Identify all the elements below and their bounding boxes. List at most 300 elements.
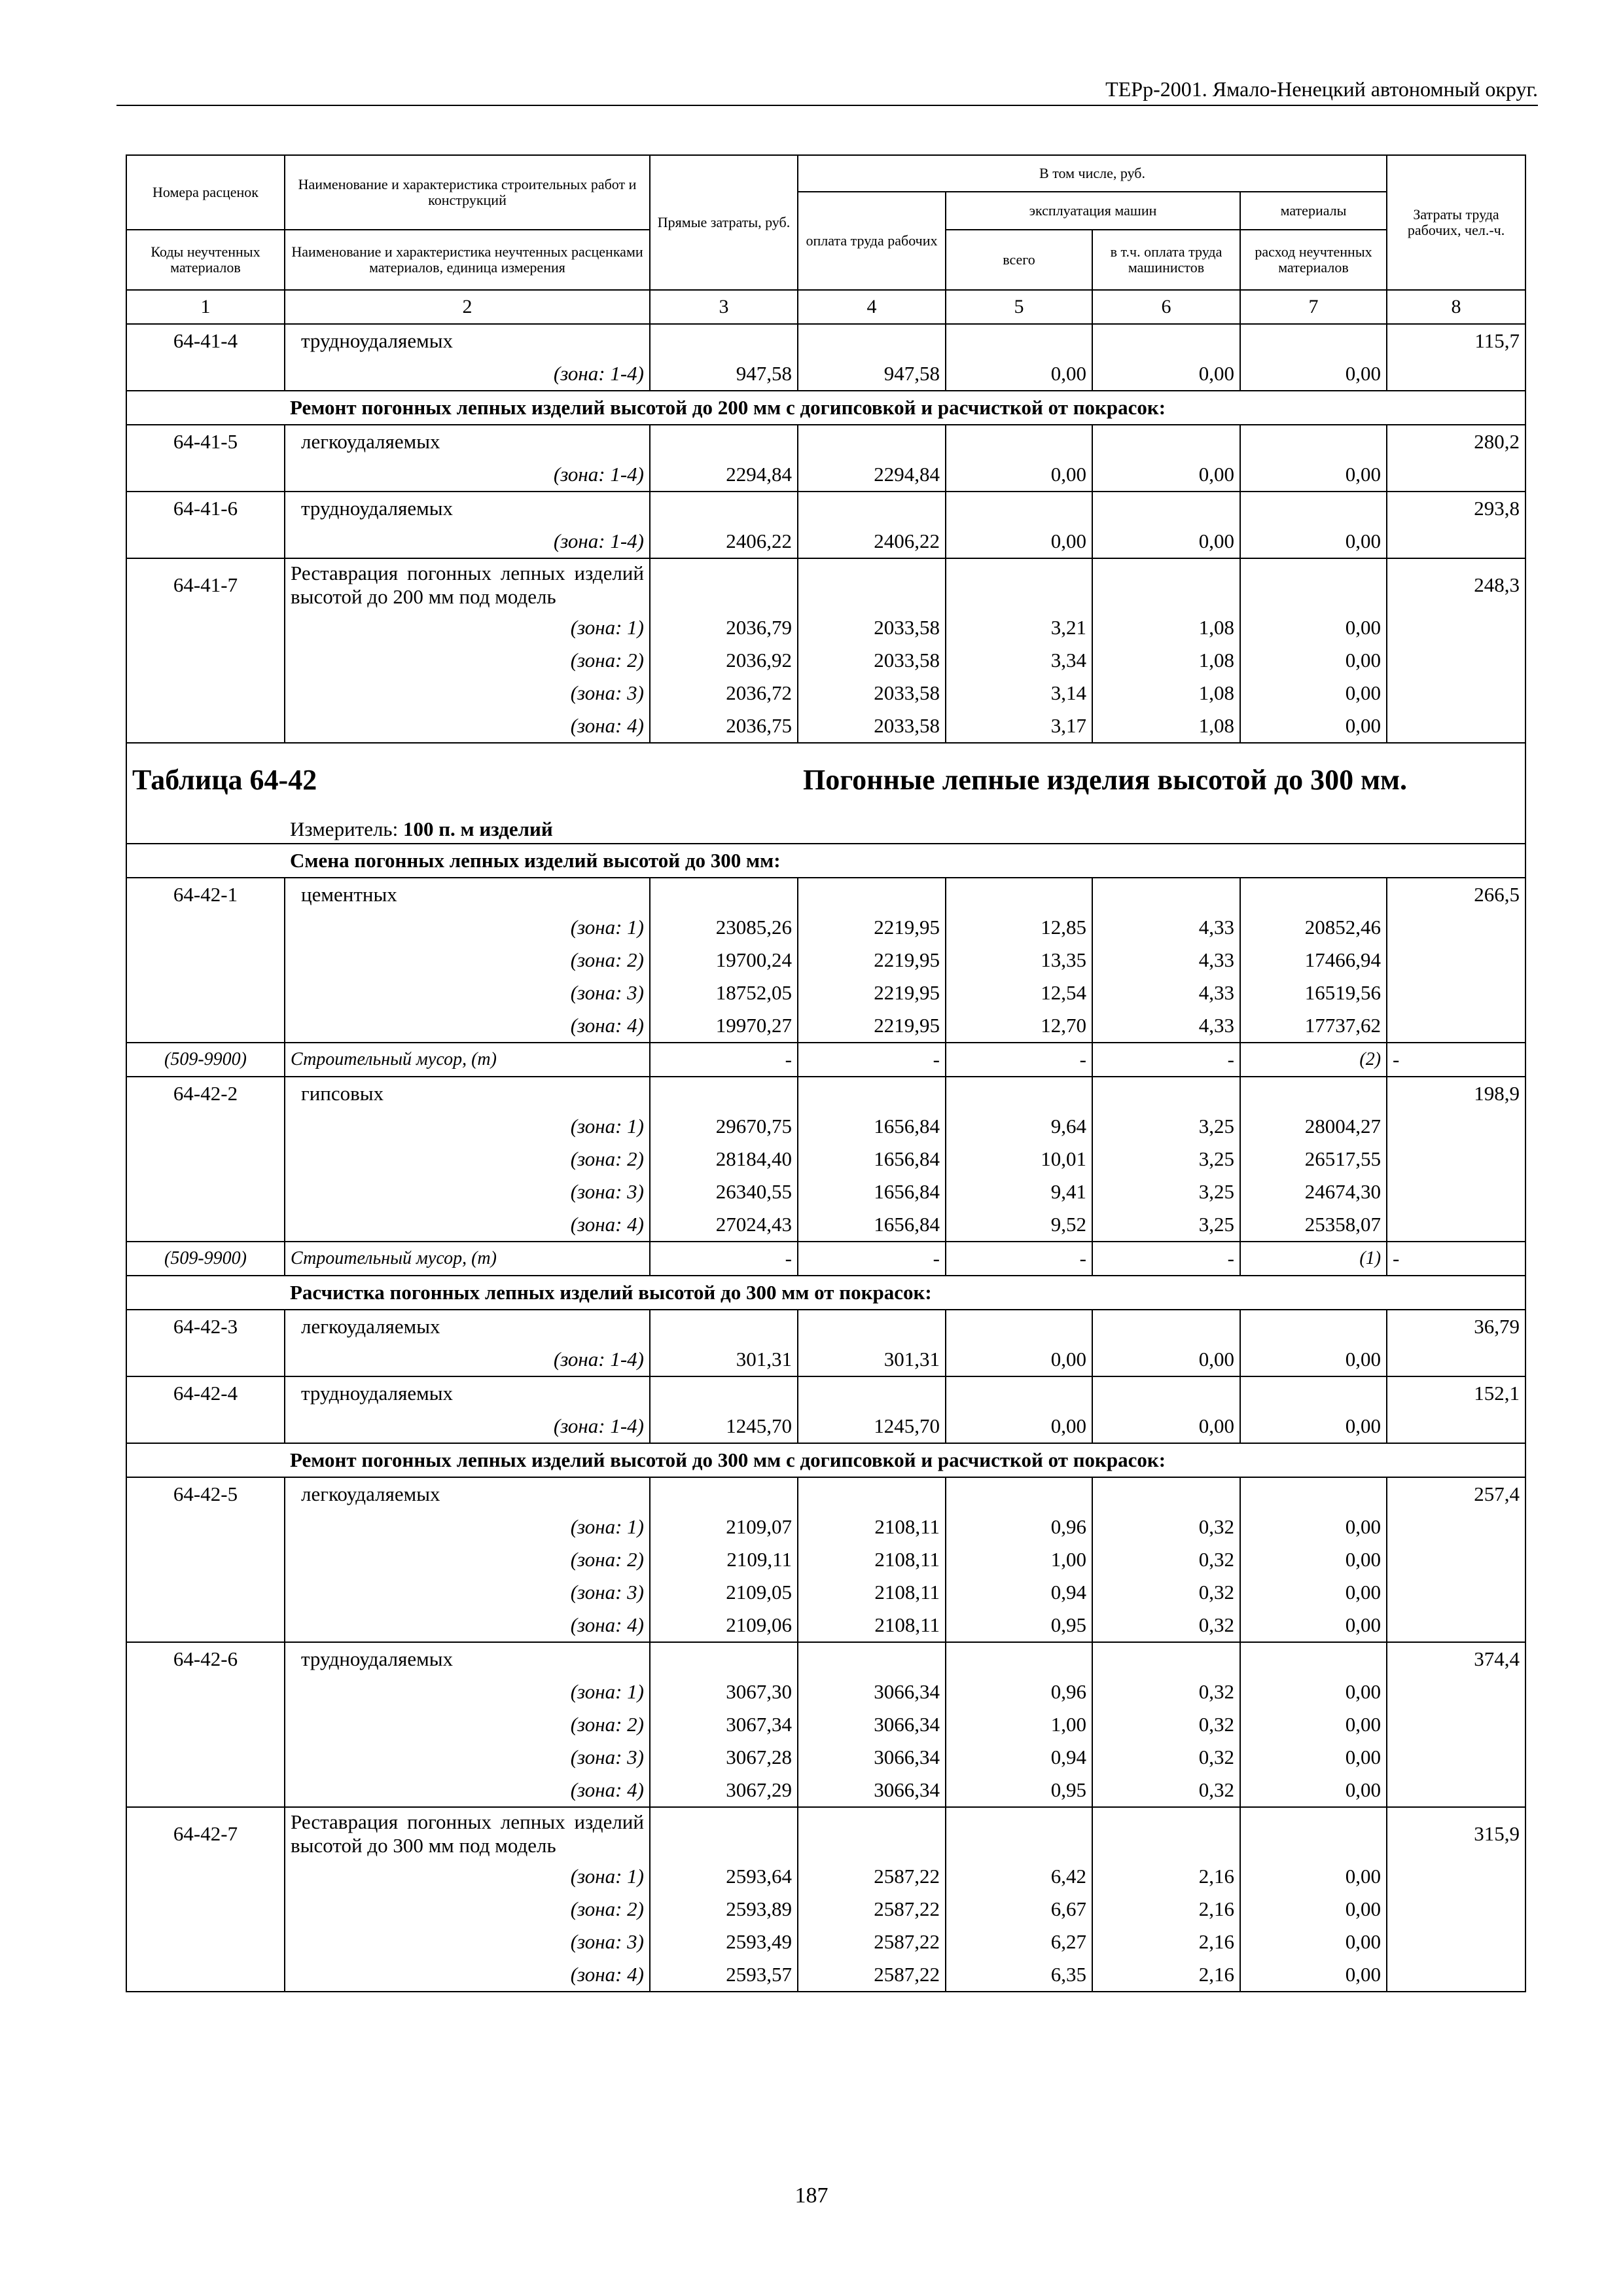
zone-label: (зона: 2) — [285, 1143, 650, 1175]
empty-cell — [1092, 425, 1240, 458]
rate-code: 64-41-6 — [126, 492, 285, 525]
zone-row — [126, 1511, 1525, 1543]
direct-costs-cell: 3067,34 — [650, 1708, 798, 1741]
operator-pay-cell: 1,08 — [1092, 709, 1240, 743]
direct-costs-cell: 1245,70 — [650, 1410, 798, 1443]
worker-pay-cell: 301,31 — [798, 1343, 946, 1376]
rate-code: 64-41-4 — [126, 324, 285, 357]
operator-pay-cell: 0,32 — [1092, 1576, 1240, 1609]
empty-cell — [946, 1376, 1092, 1410]
rate-name: трудноудаляемых — [285, 1376, 650, 1410]
machines-total-cell: 6,42 — [946, 1860, 1092, 1893]
operator-pay-cell: 1,08 — [1092, 644, 1240, 677]
direct-costs-cell: 2593,64 — [650, 1860, 798, 1893]
column-number: 6 — [1092, 290, 1240, 324]
empty-cell — [1387, 1926, 1525, 1958]
col-header-operator-pay: в т.ч. оплата труда машинистов — [1092, 230, 1240, 290]
rate-row — [126, 492, 1525, 525]
measure-label: Измеритель: — [290, 817, 403, 840]
empty-cell — [126, 709, 285, 743]
col-header-including: В том числе, руб. — [798, 155, 1387, 192]
operator-pay-cell: 0,32 — [1092, 1511, 1240, 1543]
materials-cell: 0,00 — [1240, 1860, 1387, 1893]
rate-row — [126, 1477, 1525, 1511]
empty-cell — [1387, 677, 1525, 709]
empty-cell — [126, 977, 285, 1009]
labor-cost: 257,4 — [1387, 1477, 1525, 1511]
materials-cell: 0,00 — [1240, 611, 1387, 644]
direct-costs-cell: 2294,84 — [650, 458, 798, 492]
zone-label: (зона: 1) — [285, 1511, 650, 1543]
table-body — [126, 324, 1525, 1992]
zone-label: (зона: 3) — [285, 977, 650, 1009]
zone-label: (зона: 3) — [285, 677, 650, 709]
worker-pay-cell: 2219,95 — [798, 911, 946, 944]
empty-cell — [798, 1642, 946, 1676]
empty-cell — [798, 1807, 946, 1860]
zone-label: (зона: 3) — [285, 1741, 650, 1774]
empty-cell — [1387, 1143, 1525, 1175]
zone-label: (зона: 4) — [285, 1774, 650, 1807]
materials-cell: 0,00 — [1240, 677, 1387, 709]
empty-cell — [126, 1276, 285, 1310]
worker-pay-cell: - — [798, 1242, 946, 1276]
zone-row — [126, 1893, 1525, 1926]
rates-table — [126, 154, 1526, 1992]
empty-cell — [126, 1708, 285, 1741]
empty-cell — [1092, 1642, 1240, 1676]
operator-pay-cell: 4,33 — [1092, 977, 1240, 1009]
worker-pay-cell: 3066,34 — [798, 1708, 946, 1741]
header-rule — [116, 105, 1538, 106]
measure-row — [126, 816, 1525, 844]
zone-label: (зона: 4) — [285, 1208, 650, 1242]
material-name: Строительный мусор, (т) — [285, 1242, 650, 1276]
measure-value: 100 п. м изделий — [402, 817, 553, 840]
empty-cell — [1092, 324, 1240, 357]
empty-cell — [1387, 1343, 1525, 1376]
section-row — [126, 1443, 1525, 1477]
rate-name: Реставрация погонных лепных изделий высотой до 200 мм под модель — [285, 558, 650, 611]
empty-cell — [798, 1477, 946, 1511]
worker-pay-cell: 2108,11 — [798, 1609, 946, 1642]
zone-row — [126, 911, 1525, 944]
col-header-material-names: Наименование и характеристика неучтенных расценками материалов, единица измерения — [285, 230, 650, 290]
operator-pay-cell: 0,32 — [1092, 1609, 1240, 1642]
empty-cell — [1387, 1208, 1525, 1242]
rate-code: 64-42-7 — [126, 1807, 285, 1860]
zone-row — [126, 1609, 1525, 1642]
zone-row — [126, 977, 1525, 1009]
labor-cost: - — [1387, 1242, 1525, 1276]
materials-cell: 0,00 — [1240, 1343, 1387, 1376]
zone-row — [126, 1410, 1525, 1443]
operator-pay-cell: 0,00 — [1092, 1343, 1240, 1376]
rate-code: 64-41-7 — [126, 558, 285, 611]
section-row — [126, 391, 1525, 425]
zone-label: (зона: 1) — [285, 911, 650, 944]
section-title: Ремонт погонных лепных изделий высотой до 300 мм с догипсовкой и расчисткой от покрасок: — [285, 1443, 1525, 1477]
empty-cell — [946, 1807, 1092, 1860]
column-number: 7 — [1240, 290, 1387, 324]
materials-cell: 0,00 — [1240, 458, 1387, 492]
zone-row — [126, 1576, 1525, 1609]
empty-cell — [1387, 1893, 1525, 1926]
direct-costs-cell: 2593,89 — [650, 1893, 798, 1926]
rate-code: 64-42-6 — [126, 1642, 285, 1676]
col-header-materials: материалы — [1240, 192, 1387, 230]
empty-cell — [1387, 1676, 1525, 1708]
table-name: Погонные лепные изделия высотой до 300 мм. — [798, 743, 1525, 816]
col-header-material-codes: Коды неучтенных материалов — [126, 230, 285, 290]
empty-cell — [126, 1609, 285, 1642]
zone-label: (зона: 3) — [285, 1926, 650, 1958]
materials-cell: 0,00 — [1240, 644, 1387, 677]
table-header — [126, 155, 1525, 324]
labor-cost: 248,3 — [1387, 558, 1525, 611]
rate-row — [126, 878, 1525, 911]
material-row — [126, 1242, 1525, 1276]
rate-code: 64-42-2 — [126, 1077, 285, 1110]
empty-cell — [126, 1343, 285, 1376]
zone-label: (зона: 3) — [285, 1576, 650, 1609]
zone-row — [126, 709, 1525, 743]
direct-costs-cell: - — [650, 1043, 798, 1077]
empty-cell — [1387, 357, 1525, 391]
col-header-work-name: Наименование и характеристика строительных работ и конструкций — [285, 155, 650, 230]
worker-pay-cell: 3066,34 — [798, 1676, 946, 1708]
table-title-row — [126, 743, 1525, 816]
rate-code: 64-42-5 — [126, 1477, 285, 1511]
rate-name: Реставрация погонных лепных изделий высотой до 300 мм под модель — [285, 1807, 650, 1860]
materials-cell: 0,00 — [1240, 1893, 1387, 1926]
empty-cell — [798, 324, 946, 357]
worker-pay-cell: 2587,22 — [798, 1958, 946, 1992]
zone-row — [126, 1143, 1525, 1175]
direct-costs-cell: - — [650, 1242, 798, 1276]
page-number: 187 — [794, 2183, 829, 2208]
zone-label: (зона: 1) — [285, 1110, 650, 1143]
materials-cell: 0,00 — [1240, 1926, 1387, 1958]
zone-label: (зона: 1-4) — [285, 458, 650, 492]
labor-cost: 374,4 — [1387, 1642, 1525, 1676]
machines-total-cell: 0,96 — [946, 1676, 1092, 1708]
empty-cell — [798, 425, 946, 458]
empty-cell — [126, 391, 285, 425]
worker-pay-cell: 2294,84 — [798, 458, 946, 492]
empty-cell — [650, 878, 798, 911]
labor-cost: 280,2 — [1387, 425, 1525, 458]
machines-total-cell: 9,64 — [946, 1110, 1092, 1143]
empty-cell — [126, 1511, 285, 1543]
col-header-machines-total: всего — [946, 230, 1092, 290]
materials-cell: 17737,62 — [1240, 1009, 1387, 1043]
empty-cell — [126, 1926, 285, 1958]
zone-label: (зона: 1-4) — [285, 1343, 650, 1376]
rate-name: трудноудаляемых — [285, 324, 650, 357]
rate-code: 64-41-5 — [126, 425, 285, 458]
rate-name: легкоудаляемых — [285, 1477, 650, 1511]
direct-costs-cell: 3067,29 — [650, 1774, 798, 1807]
machines-total-cell: 0,00 — [946, 1343, 1092, 1376]
operator-pay-cell: 0,32 — [1092, 1741, 1240, 1774]
zone-label: (зона: 1-4) — [285, 525, 650, 558]
machines-total-cell: 12,54 — [946, 977, 1092, 1009]
machines-total-cell: 13,35 — [946, 944, 1092, 977]
worker-pay-cell: 1656,84 — [798, 1143, 946, 1175]
zone-label: (зона: 4) — [285, 709, 650, 743]
machines-total-cell: 1,00 — [946, 1543, 1092, 1576]
operator-pay-cell: 0,00 — [1092, 458, 1240, 492]
empty-cell — [126, 1208, 285, 1242]
empty-cell — [1240, 1807, 1387, 1860]
machines-total-cell: 0,95 — [946, 1609, 1092, 1642]
empty-cell — [1387, 1741, 1525, 1774]
direct-costs-cell: 947,58 — [650, 357, 798, 391]
zone-label: (зона: 4) — [285, 1958, 650, 1992]
empty-cell — [126, 1958, 285, 1992]
column-number: 2 — [285, 290, 650, 324]
direct-costs-cell: 2036,92 — [650, 644, 798, 677]
materials-cell: 28004,27 — [1240, 1110, 1387, 1143]
rate-code: 64-42-1 — [126, 878, 285, 911]
zone-row — [126, 1926, 1525, 1958]
direct-costs-cell: 2593,49 — [650, 1926, 798, 1958]
rate-code: 64-42-4 — [126, 1376, 285, 1410]
empty-cell — [1240, 1642, 1387, 1676]
zone-row — [126, 1343, 1525, 1376]
direct-costs-cell: 23085,26 — [650, 911, 798, 944]
materials-cell: 0,00 — [1240, 1958, 1387, 1992]
empty-cell — [126, 1443, 285, 1477]
operator-pay-cell: 0,00 — [1092, 525, 1240, 558]
empty-cell — [1092, 558, 1240, 611]
empty-cell — [946, 324, 1092, 357]
machines-total-cell: 0,94 — [946, 1741, 1092, 1774]
machines-total-cell: 6,67 — [946, 1893, 1092, 1926]
operator-pay-cell: 2,16 — [1092, 1926, 1240, 1958]
empty-cell — [1387, 709, 1525, 743]
empty-cell — [126, 844, 285, 878]
empty-cell — [946, 492, 1092, 525]
empty-cell — [126, 1543, 285, 1576]
worker-pay-cell: 3066,34 — [798, 1741, 946, 1774]
empty-cell — [650, 558, 798, 611]
labor-cost: 293,8 — [1387, 492, 1525, 525]
machines-total-cell: - — [946, 1242, 1092, 1276]
machines-total-cell: 0,00 — [946, 525, 1092, 558]
running-header: ТЕРр-2001. Ямало-Ненецкий автономный округ. — [1105, 77, 1538, 101]
empty-cell — [1387, 1543, 1525, 1576]
empty-cell — [650, 1807, 798, 1860]
machines-total-cell: 9,52 — [946, 1208, 1092, 1242]
zone-row — [126, 1543, 1525, 1576]
materials-cell: (1) — [1240, 1242, 1387, 1276]
empty-cell — [798, 1376, 946, 1410]
worker-pay-cell: 2219,95 — [798, 1009, 946, 1043]
worker-pay-cell: 3066,34 — [798, 1774, 946, 1807]
machines-total-cell: 1,00 — [946, 1708, 1092, 1741]
materials-cell: 17466,94 — [1240, 944, 1387, 977]
worker-pay-cell: 1656,84 — [798, 1175, 946, 1208]
empty-cell — [126, 1893, 285, 1926]
empty-cell — [946, 425, 1092, 458]
direct-costs-cell: 2109,05 — [650, 1576, 798, 1609]
rate-name: легкоудаляемых — [285, 425, 650, 458]
direct-costs-cell: 2036,72 — [650, 677, 798, 709]
empty-cell — [126, 458, 285, 492]
materials-cell: 0,00 — [1240, 1576, 1387, 1609]
zone-row — [126, 1958, 1525, 1992]
empty-cell — [946, 558, 1092, 611]
section-title: Расчистка погонных лепных изделий высотой до 300 мм от покрасок: — [285, 1276, 1525, 1310]
rate-name: легкоудаляемых — [285, 1310, 650, 1343]
empty-cell — [1387, 1410, 1525, 1443]
labor-cost: 266,5 — [1387, 878, 1525, 911]
zone-label: (зона: 2) — [285, 1893, 650, 1926]
machines-total-cell: 3,17 — [946, 709, 1092, 743]
materials-cell: 0,00 — [1240, 1511, 1387, 1543]
operator-pay-cell: 2,16 — [1092, 1860, 1240, 1893]
direct-costs-cell: 301,31 — [650, 1343, 798, 1376]
empty-cell — [1240, 1077, 1387, 1110]
empty-cell — [1387, 1860, 1525, 1893]
empty-cell — [650, 492, 798, 525]
empty-cell — [126, 525, 285, 558]
empty-cell — [1240, 425, 1387, 458]
machines-total-cell: 0,00 — [946, 458, 1092, 492]
column-numbers-row — [126, 290, 1525, 324]
empty-cell — [1240, 558, 1387, 611]
machines-total-cell: 3,21 — [946, 611, 1092, 644]
empty-cell — [1387, 1511, 1525, 1543]
labor-cost: 198,9 — [1387, 1077, 1525, 1110]
zone-row — [126, 1175, 1525, 1208]
machines-total-cell: 0,95 — [946, 1774, 1092, 1807]
empty-cell — [126, 1410, 285, 1443]
labor-cost: 152,1 — [1387, 1376, 1525, 1410]
zone-label: (зона: 1-4) — [285, 1410, 650, 1443]
direct-costs-cell: 27024,43 — [650, 1208, 798, 1242]
zone-row — [126, 1774, 1525, 1807]
direct-costs-cell: 29670,75 — [650, 1110, 798, 1143]
rate-row — [126, 425, 1525, 458]
worker-pay-cell: 2587,22 — [798, 1893, 946, 1926]
direct-costs-cell: 19970,27 — [650, 1009, 798, 1043]
materials-cell: 26517,55 — [1240, 1143, 1387, 1175]
operator-pay-cell: 0,32 — [1092, 1774, 1240, 1807]
materials-cell: (2) — [1240, 1043, 1387, 1077]
empty-cell — [946, 1477, 1092, 1511]
operator-pay-cell: 0,32 — [1092, 1543, 1240, 1576]
empty-cell — [126, 944, 285, 977]
empty-cell — [1387, 1609, 1525, 1642]
machines-total-cell: 0,00 — [946, 1410, 1092, 1443]
worker-pay-cell: 2406,22 — [798, 525, 946, 558]
empty-cell — [1092, 492, 1240, 525]
labor-cost: - — [1387, 1043, 1525, 1077]
direct-costs-cell: 28184,40 — [650, 1143, 798, 1175]
col-header-direct-costs: Прямые затраты, руб. — [650, 155, 798, 290]
empty-cell — [1240, 1310, 1387, 1343]
machines-total-cell: 0,00 — [946, 357, 1092, 391]
col-header-labor-costs: Затраты труда рабочих, чел.-ч. — [1387, 155, 1525, 290]
worker-pay-cell: 2219,95 — [798, 944, 946, 977]
zone-row — [126, 677, 1525, 709]
empty-cell — [1092, 1807, 1240, 1860]
rate-name: трудноудаляемых — [285, 1642, 650, 1676]
table-number: Таблица 64-42 — [126, 743, 798, 816]
col-header-worker-pay: оплата труда рабочих — [798, 192, 946, 290]
zone-label: (зона: 2) — [285, 944, 650, 977]
empty-cell — [1387, 1708, 1525, 1741]
worker-pay-cell: 1245,70 — [798, 1410, 946, 1443]
empty-cell — [126, 357, 285, 391]
direct-costs-cell: 26340,55 — [650, 1175, 798, 1208]
labor-cost: 315,9 — [1387, 1807, 1525, 1860]
worker-pay-cell: 2108,11 — [798, 1576, 946, 1609]
empty-cell — [1387, 911, 1525, 944]
column-number: 1 — [126, 290, 285, 324]
materials-cell: 0,00 — [1240, 1774, 1387, 1807]
machines-total-cell: 0,96 — [946, 1511, 1092, 1543]
column-number: 5 — [946, 290, 1092, 324]
operator-pay-cell: 3,25 — [1092, 1110, 1240, 1143]
empty-cell — [1092, 878, 1240, 911]
operator-pay-cell: 4,33 — [1092, 1009, 1240, 1043]
empty-cell — [1387, 644, 1525, 677]
worker-pay-cell: 2219,95 — [798, 977, 946, 1009]
empty-cell — [126, 1774, 285, 1807]
section-title: Ремонт погонных лепных изделий высотой до 200 мм с догипсовкой и расчисткой от покрасок: — [285, 391, 1525, 425]
materials-cell: 0,00 — [1240, 1543, 1387, 1576]
section-row — [126, 1276, 1525, 1310]
worker-pay-cell: 1656,84 — [798, 1208, 946, 1242]
worker-pay-cell: 2108,11 — [798, 1543, 946, 1576]
empty-cell — [1387, 1958, 1525, 1992]
empty-cell — [1092, 1077, 1240, 1110]
empty-cell — [126, 816, 285, 844]
empty-cell — [650, 1310, 798, 1343]
empty-cell — [126, 1576, 285, 1609]
materials-cell: 0,00 — [1240, 525, 1387, 558]
materials-cell: 20852,46 — [1240, 911, 1387, 944]
material-code: (509-9900) — [126, 1242, 285, 1276]
rate-row — [126, 1807, 1525, 1860]
zone-row — [126, 525, 1525, 558]
zone-row — [126, 357, 1525, 391]
empty-cell — [126, 1143, 285, 1175]
empty-cell — [1240, 1376, 1387, 1410]
col-header-rate-number: Номера расценок — [126, 155, 285, 230]
empty-cell — [126, 1175, 285, 1208]
zone-row — [126, 1708, 1525, 1741]
empty-cell — [1092, 1376, 1240, 1410]
empty-cell — [126, 1009, 285, 1043]
direct-costs-cell: 2406,22 — [650, 525, 798, 558]
rate-name: гипсовых — [285, 1077, 650, 1110]
operator-pay-cell: 3,25 — [1092, 1143, 1240, 1175]
labor-cost: 36,79 — [1387, 1310, 1525, 1343]
worker-pay-cell: 1656,84 — [798, 1110, 946, 1143]
empty-cell — [650, 1077, 798, 1110]
empty-cell — [650, 1376, 798, 1410]
zone-label: (зона: 3) — [285, 1175, 650, 1208]
worker-pay-cell: 2587,22 — [798, 1926, 946, 1958]
empty-cell — [946, 878, 1092, 911]
zone-label: (зона: 4) — [285, 1009, 650, 1043]
worker-pay-cell: 2033,58 — [798, 611, 946, 644]
